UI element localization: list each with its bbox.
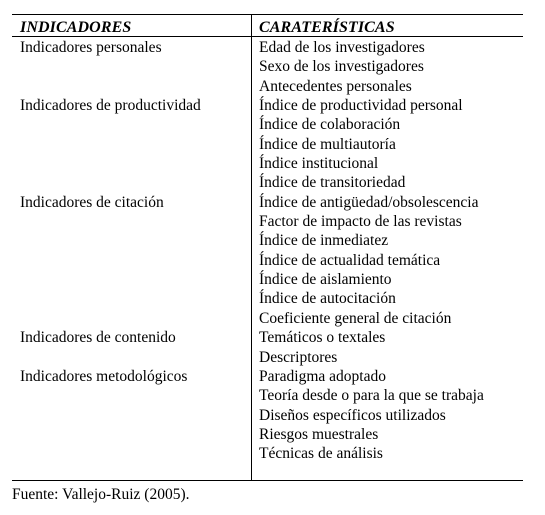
list-item: Índice de inmediatez xyxy=(259,232,389,250)
list-item: Edad de los investigadores xyxy=(259,39,425,56)
list-item: Índice de multiautoría xyxy=(259,135,396,153)
table-row xyxy=(12,193,523,328)
list-item: Índice de productividad personal xyxy=(259,97,463,115)
list-item: Índice institucional xyxy=(259,155,379,173)
characteristics-list xyxy=(251,193,523,328)
list-item: Índice de aislamiento xyxy=(259,271,392,289)
list-item: Paradigma adoptado xyxy=(259,367,386,385)
list-item: Riesgos muestrales xyxy=(259,425,379,443)
list-item: Índice de actualidad temática xyxy=(259,251,441,269)
source-caption: Fuente: Vallejo-Ruiz (2005). xyxy=(12,486,190,503)
list-item: Diseños específicos utilizados xyxy=(259,406,446,424)
header-caracteristicas: CARATERÍSTICAS xyxy=(259,19,395,36)
list-item: Índice de colaboración xyxy=(259,116,401,134)
characteristics-list xyxy=(251,38,523,96)
indicator-label: Indicadores metodológicos xyxy=(20,367,188,385)
table-row xyxy=(12,367,523,464)
list-item: Índice de transitoriedad xyxy=(259,174,406,192)
characteristics-list xyxy=(251,328,523,367)
indicators-table xyxy=(12,14,523,481)
characteristics-list xyxy=(251,367,523,464)
table-body xyxy=(12,38,523,464)
list-item: Índice de autocitación xyxy=(259,290,396,308)
indicator-label: Indicadores de contenido xyxy=(20,329,176,347)
list-item: Antecedentes personales xyxy=(259,77,412,95)
list-item: Sexo de los investigadores xyxy=(259,58,424,76)
list-item: Índice de antigüedad/obsolescencia xyxy=(259,193,479,211)
characteristics-list xyxy=(251,96,523,193)
list-item: Técnicas de análisis xyxy=(259,445,383,463)
table-row xyxy=(12,96,523,193)
list-item: Descriptores xyxy=(259,348,338,366)
table-row xyxy=(12,328,523,367)
header-indicadores: INDICADORES xyxy=(20,19,132,36)
list-item: Teoría desde o para la que se trabaja xyxy=(259,387,484,405)
indicator-label: Indicadores de productividad xyxy=(20,97,201,115)
indicator-label: Indicadores de citación xyxy=(20,193,164,211)
list-item: Coeficiente general de citación xyxy=(259,309,452,327)
table-row xyxy=(12,38,523,96)
list-item: Temáticos o textales xyxy=(259,329,386,347)
indicator-label: Indicadores personales xyxy=(20,39,162,56)
list-item: Factor de impacto de las revistas xyxy=(259,213,462,231)
